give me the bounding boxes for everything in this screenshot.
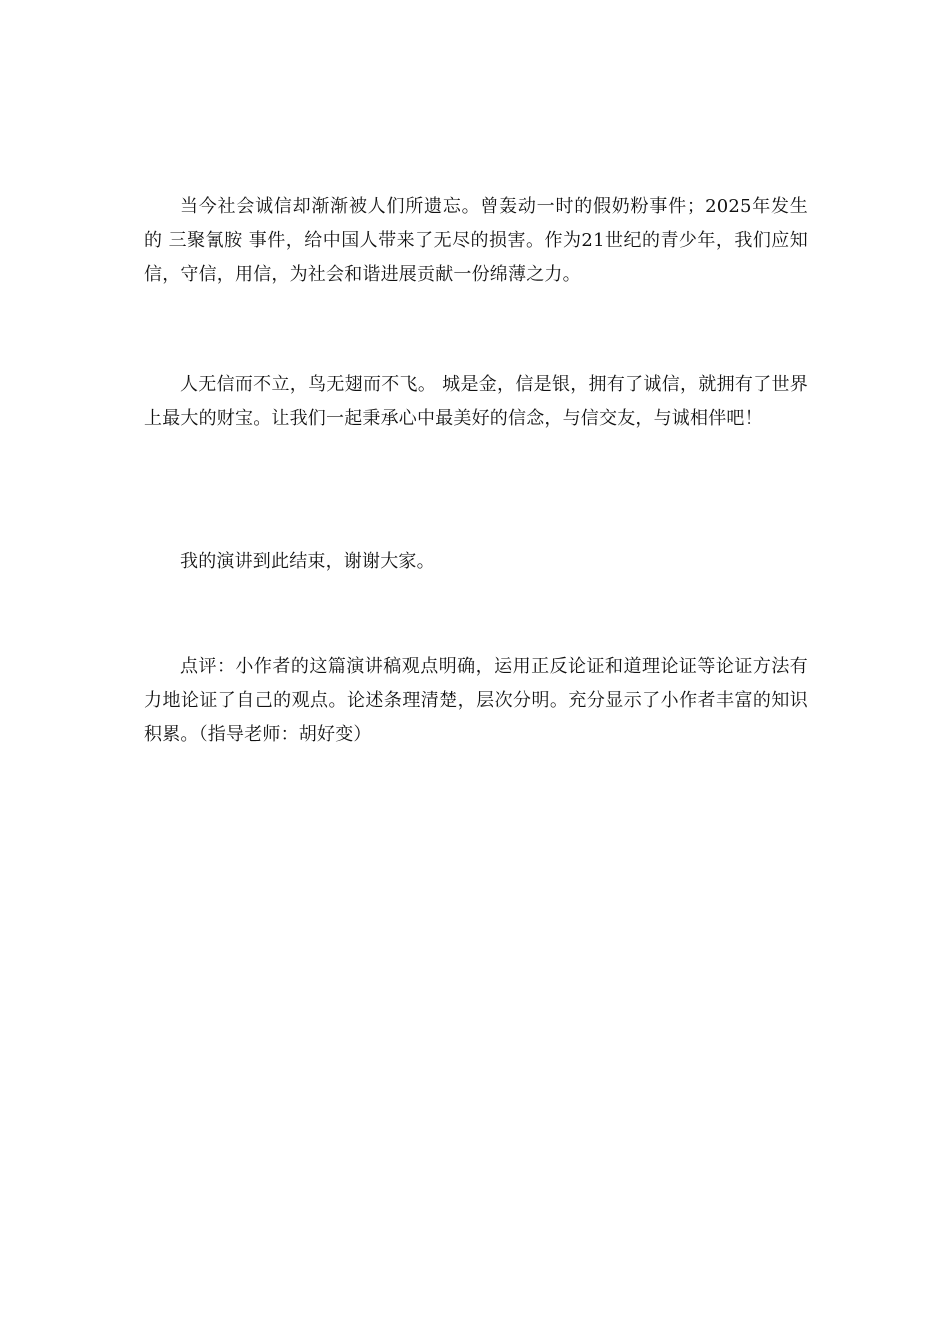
teacher-comment-paragraph: 点评：小作者的这篇演讲稿观点明确，运用正反论证和道理论证等论证方法有力地论证了自己的观点。论述条理清楚，层次分明。充分显示了小作者丰富的知识积累。（指导老师：胡好变） — [144, 656, 808, 745]
speech-paragraph-integrity-forgotten: 当今社会诚信却渐渐被人们所遗忘。曾轰动一时的假奶粉事件；2025年发生的 三聚氰胺 事件，给中国人带来了无尽的损害。作为21世纪的青少年，我们应知信，守信，用信，为社会和谐进展贡献一份绵薄之力。 — [144, 196, 808, 285]
speech-paragraph-trust-treasure: 人无信而不立，鸟无翅而不飞。 城是金，信是银，拥有了诚信，就拥有了世界上最大的财宝。让我们一起秉承心中最美好的信念，与信交友，与诚相伴吧！ — [144, 374, 808, 429]
speech-closing-line: 我的演讲到此结束，谢谢大家。 — [180, 551, 435, 572]
